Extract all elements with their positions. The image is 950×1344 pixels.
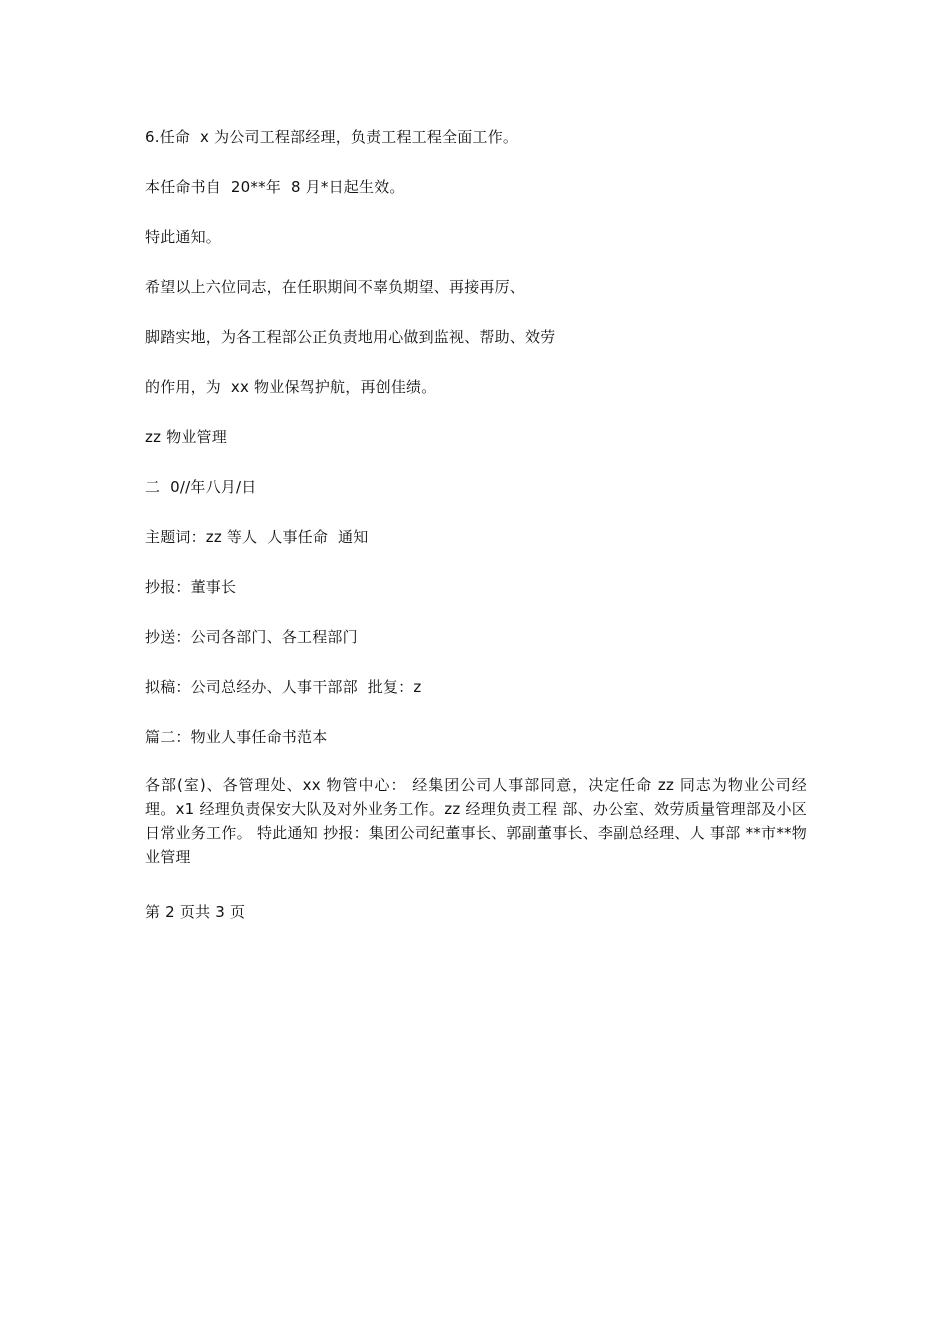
text-line-company-signature: zz 物业管理	[145, 428, 227, 446]
text-line-copy-to: 抄送：公司各部门、各工程部门	[145, 628, 358, 646]
text-line-hope-3: 的作用，为 xx 物业保驾护航，再创佳绩。	[145, 378, 437, 396]
text-line-hope-1: 希望以上六位同志，在任职期间不辜负期望、再接再厉、	[145, 278, 526, 296]
section-heading-part-two: 篇二：物业人事任命书范本	[145, 728, 328, 746]
text-line-report-to: 抄报：董事长	[145, 578, 237, 596]
text-line-effective-date: 本任命书自 20**年 8 月*日起生效。	[145, 178, 405, 196]
text-line-hope-2: 脚踏实地，为各工程部公正负责地用心做到监视、帮助、效劳	[145, 328, 556, 346]
page-number: 第 2 页共 3 页	[145, 903, 246, 921]
text-line-notice: 特此通知。	[145, 228, 222, 246]
text-line-drafted-by: 拟稿：公司总经办、人事干部部 批复：z	[145, 678, 422, 696]
text-line-subject-words: 主题词：zz 等人 人事任命 通知	[145, 528, 369, 546]
body-paragraph: 各部(室)、各管理处、xx 物管中心： 经集团公司人事部同意，决定任命 zz 同志为物业公司经 理。x1 经理负责保安大队及对外业务工作。zz 经理负责工程 部、办公室、效劳质量管理部及小区日常业务工作。 特此通知 抄报：集团公司纪董事长、郭副董事长、李副总经理、人 事部 **市**物业管理	[145, 776, 807, 866]
text-line-date: 二 0//年八月/日	[145, 478, 257, 496]
text-line-appointment-6: 6.任命 x 为公司工程部经理，负责工程工程全面工作。	[145, 128, 519, 146]
